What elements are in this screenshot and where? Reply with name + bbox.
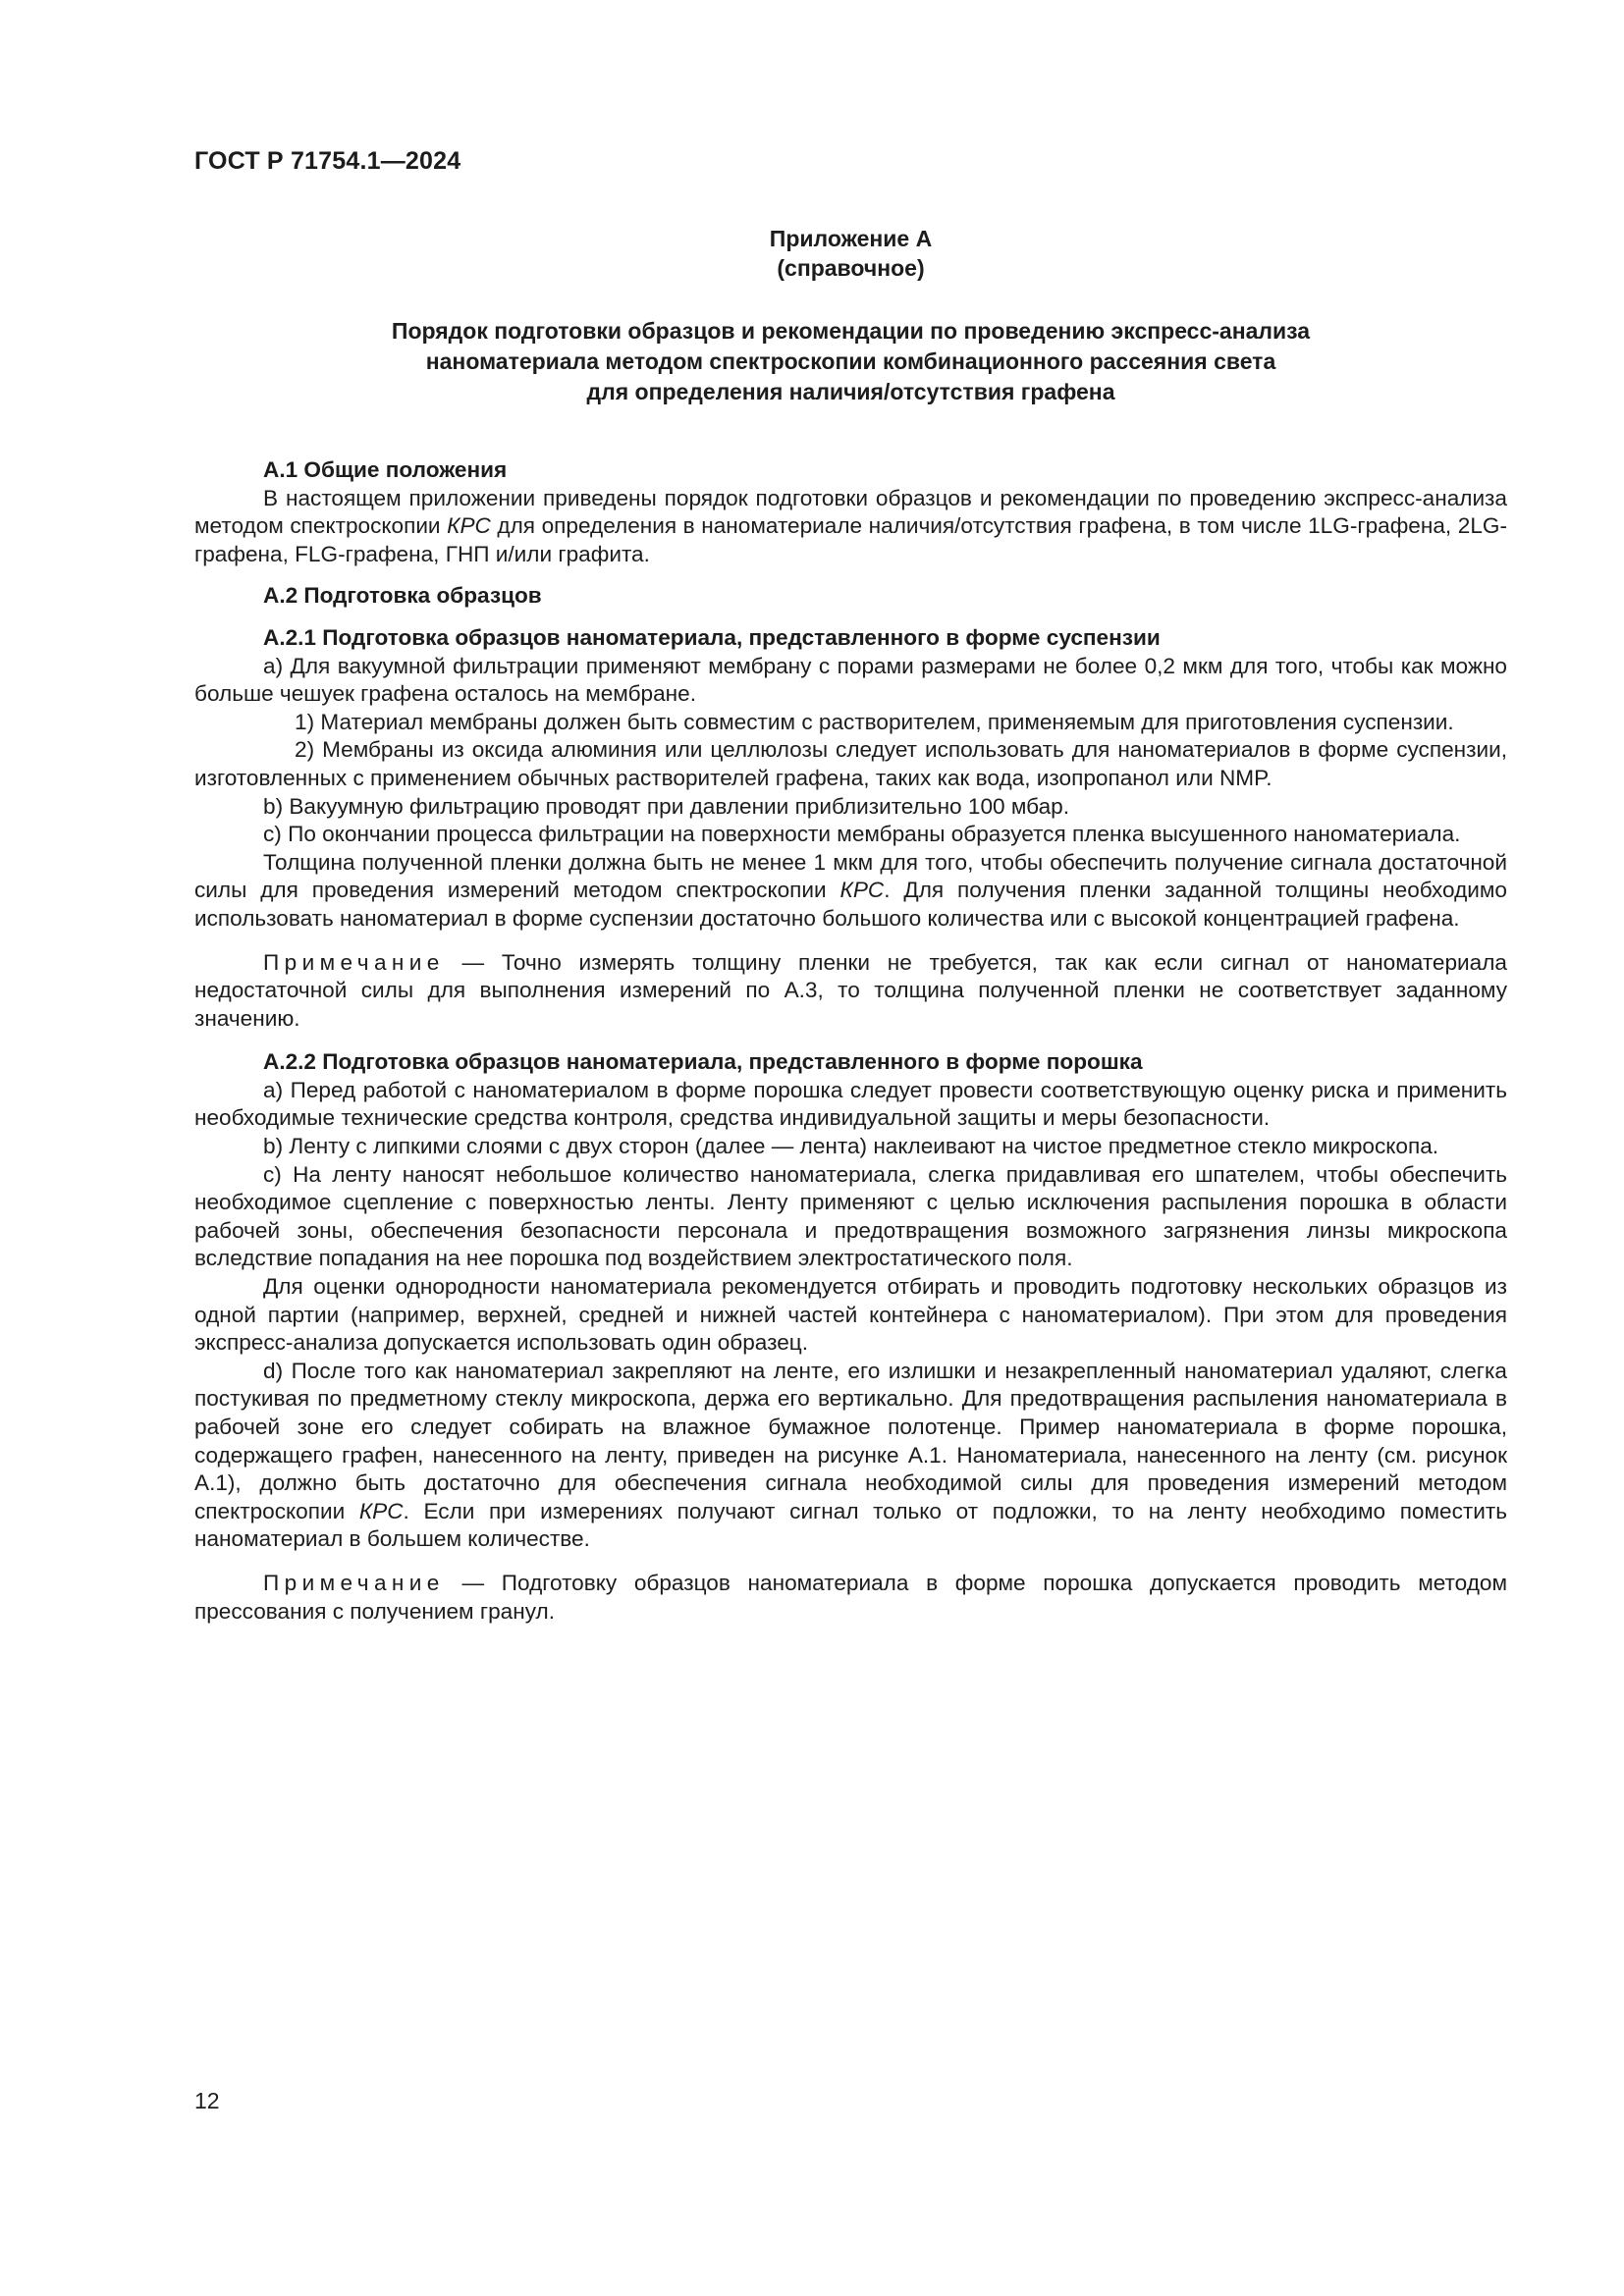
- annex-heading: [194, 224, 1507, 283]
- list-item: b) Вакуумную фильтрацию проводят при давлении приблизительно 100 мбар.: [263, 793, 1069, 819]
- section-heading-a1: А.1 Общие положения: [263, 457, 508, 482]
- annex-title-line: для определения наличия/отсутствия графена: [586, 379, 1115, 404]
- document-body: [194, 456, 1507, 1626]
- annex-title-line: наноматериала методом спектроскопии комбинационного рассеяния света: [425, 348, 1276, 374]
- list-item: а) Перед работой с наноматериалом в форме порошка следует провести соответствующую оценку риска и применить необходимые технические средства контроля, средства индивидуальной защиты и меры безопасности.: [194, 1077, 1507, 1131]
- paragraph: Для оценки однородности наноматериала рекомендуется отбирать и проводить подготовку нескольких образцов из одной партии (например, верхней, средней и нижней частей контейнера с наноматериалом). При этом для проведения экспресс-анализа допускается использовать один образец.: [194, 1274, 1507, 1356]
- list-item: а) Для вакуумной фильтрации применяют мембрану с порами размерами не более 0,2 мкм для того, чтобы как можно больше чешуек графена осталось на мембране.: [194, 653, 1507, 707]
- list-item: 2) Мембраны из оксида алюминия или целлюлозы следует использовать для наноматериалов в форме суспензии, изготовленных с применением обычных растворителей графена, таких как вода, изопропанол или NMP.: [194, 737, 1507, 790]
- list-item: с) На ленту наносят небольшое количество наноматериала, слегка придавливая его шпателем, чтобы обеспечить необходимое сцепление с поверхностью ленты. Ленту применяют с целью исключения распыления порошка в области рабочей зоны, обеспечения безопасности персонала и предотвращения возможного загрязнения линзы микроскопа вследствие попадания на нее порошка под воздействием электростатического поля.: [194, 1161, 1507, 1271]
- section-heading-a22: А.2.2 Подготовка образцов наноматериала, представленного в форме порошка: [263, 1049, 1143, 1075]
- list-item: с) По окончании процесса фильтрации на поверхности мембраны образуется пленка высушенного наноматериала.: [263, 822, 1461, 847]
- document-code: ГОСТ Р 71754.1—2024: [194, 147, 461, 175]
- list-item: b) Ленту с липкими слоями с двух сторон (далее — лента) наклеивают на чистое предметное стекло микроскопа.: [263, 1134, 1439, 1159]
- annex-title-line: Порядок подготовки образцов и рекомендации по проведению экспресс-анализа: [391, 318, 1311, 344]
- section-heading-a21: А.2.1 Подготовка образцов наноматериала, представленного в форме суспензии: [263, 624, 1161, 650]
- page-number: 12: [194, 2088, 220, 2113]
- paragraph: Толщина полученной пленки должна быть не менее 1 мкм для того, чтобы обеспечить получение сигнала достаточной силы для проведения измерений методом спектроскопии КРС. Для получения пленки заданной толщины необходимо использовать наноматериал в форме суспензии достаточно большого количества или с высокой концентрацией графена.: [194, 849, 1507, 931]
- annex-type: (справочное): [777, 255, 925, 281]
- note: Примечание — Подготовку образцов наноматериала в форме порошка допускается проводить методом прессования с получением гранул.: [194, 1570, 1507, 1624]
- note-label: Примечание: [263, 949, 445, 975]
- paragraph: В настоящем приложении приведены порядок подготовки образцов и рекомендации по проведению экспресс-анализа методом спектроскопии КРС для определения в наноматериале наличия/отсутствия графена, в том числе 1LG-графена, 2LG-графена, FLG-графена, ГНП и/или графита.: [194, 485, 1507, 566]
- annex-label: Приложение А: [769, 226, 933, 251]
- note-label: Примечание: [263, 1570, 445, 1595]
- list-item: d) После того как наноматериал закрепляют на ленте, его излишки и незакрепленный наноматериал удаляют, слегка постукивая по предметному стеклу микроскопа, держа его вертикально. Для предотвращения распыления наноматериала в рабочей зоне его следует собирать на влажное бумажное полотенце. Пример наноматериала в форме порошка, содержащего графен, нанесенного на ленту, приведен на рисунке А.1. Наноматериала, нанесенного на ленту (см. рисунок А.1), должно быть достаточно для обеспечения сигнала необходимой силы для проведения измерений методом спектроскопии КРС. Если при измерениях получают сигнал только от подложки, то на ленту необходимо поместить наноматериал в большем количестве.: [194, 1358, 1507, 1552]
- annex-title: [194, 316, 1507, 407]
- note: Примечание — Точно измерять толщину пленки не требуется, так как если сигнал от наноматериала недостаточной силы для выполнения измерений по А.3, то толщина полученной пленки не соответствует заданному значению.: [194, 949, 1507, 1031]
- section-heading-a2: А.2 Подготовка образцов: [263, 583, 542, 609]
- list-item: 1) Материал мембраны должен быть совместим с растворителем, применяемым для приготовления суспензии.: [295, 709, 1454, 734]
